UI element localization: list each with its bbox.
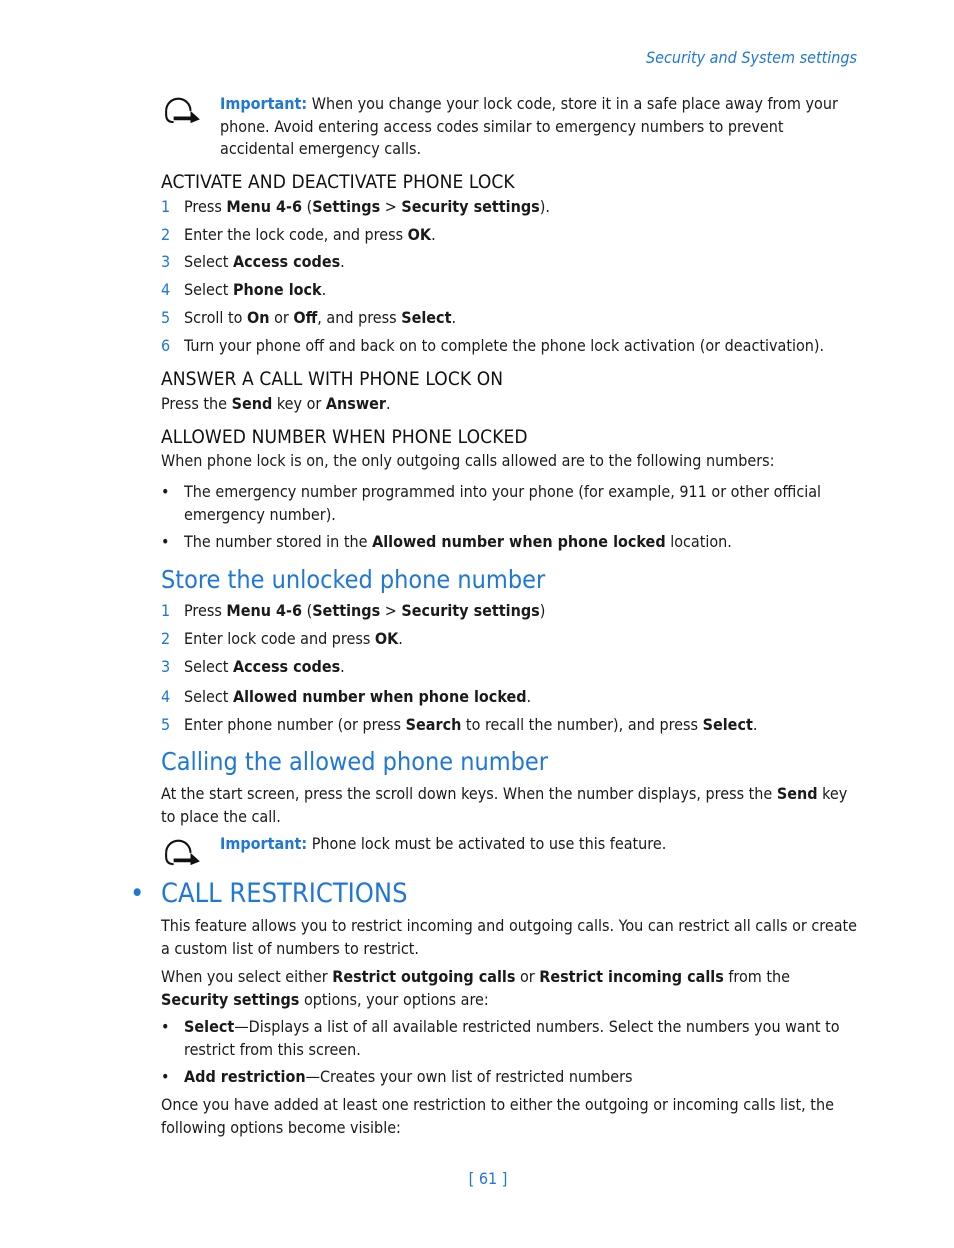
select-label: Select	[702, 715, 753, 734]
body-text: —Creates your own list of restricted numbers	[305, 1067, 633, 1086]
answer-label: Answer	[325, 394, 386, 413]
step-text: .	[431, 225, 436, 244]
step-text: >	[380, 601, 402, 620]
select-label: Select	[184, 1017, 235, 1036]
menu-path: Menu 4-6	[226, 601, 302, 620]
step-text: Enter lock code and press	[184, 629, 375, 648]
step-text: Press	[184, 601, 227, 620]
section-bullet: •	[130, 878, 145, 909]
running-header: Security and System settings	[646, 48, 857, 67]
step-text: to recall the number), and press	[461, 715, 703, 734]
step-number: 5	[161, 308, 171, 327]
important-note	[220, 833, 860, 856]
body-text: The number stored in the	[184, 532, 373, 551]
phone-lock-label: Phone lock	[232, 280, 322, 299]
step-text: or	[269, 308, 294, 327]
body-text: .	[385, 394, 391, 413]
important-note-icon	[161, 94, 205, 124]
body-text: options, your options are:	[299, 989, 489, 1009]
important-note	[220, 93, 860, 161]
step-text: Enter phone number (or press	[184, 715, 406, 734]
list-item	[161, 1016, 854, 1061]
activate-step	[161, 224, 436, 246]
note-text: Phone lock must be activated to use this feature.	[311, 834, 667, 853]
activate-step	[161, 307, 456, 329]
bullet-dot: •	[161, 532, 170, 551]
step-text: )	[539, 601, 546, 620]
step-text: .	[451, 308, 457, 327]
important-label: Important:	[220, 94, 308, 113]
body-text: key or	[272, 394, 326, 413]
bullet-dot: •	[161, 1017, 170, 1036]
step-number: 1	[161, 601, 171, 620]
store-step	[161, 714, 757, 736]
body-text: key to place the call.	[161, 784, 848, 826]
step-text: , and press	[317, 308, 402, 327]
step-number: 5	[161, 715, 171, 734]
on-label: On	[247, 308, 270, 327]
security-settings-label: Security settings	[161, 989, 300, 1009]
activate-step	[161, 335, 824, 357]
menu-path: Menu 4-6	[226, 197, 302, 216]
restrictions-paragraph: Once you have added at least one restriction to either the outgoing or incoming calls list, the following options become visible:	[161, 1095, 834, 1137]
list-item-text: The emergency number programmed into your phone (for example, 911 or other official emergency number).	[184, 482, 822, 524]
step-number: 1	[161, 197, 171, 216]
activate-step	[161, 279, 326, 301]
step-text: .	[398, 629, 403, 648]
send-label: Send	[231, 394, 273, 413]
list-item-text	[184, 1066, 854, 1089]
access-codes-label: Access codes	[232, 657, 341, 676]
step-number: 4	[161, 280, 171, 299]
ok-label: OK	[407, 225, 432, 244]
body-text: from the	[723, 967, 790, 986]
store-heading: Store the unlocked phone number	[161, 565, 546, 594]
restrictions-paragraph: This feature allows you to restrict incoming and outgoing calls. You can restrict all calls or create a custom list of numbers to restrict.	[161, 916, 858, 958]
answer-text	[161, 393, 391, 415]
note-text: When you change your lock code, store it in a safe place away from your phone. Avoid entering access codes similar to emergency numbers to prevent accidental emergency calls.	[220, 94, 838, 158]
allowed-heading: ALLOWED NUMBER WHEN PHONE LOCKED	[161, 426, 528, 448]
list-item	[161, 531, 854, 554]
step-text: Scroll to	[184, 308, 248, 327]
step-number: 2	[161, 629, 171, 648]
step-text: (	[302, 197, 313, 216]
page-number: [ 61 ]	[468, 1169, 508, 1188]
activate-step	[161, 251, 345, 273]
bullet-dot: •	[161, 1067, 170, 1086]
search-label: Search	[405, 715, 462, 734]
step-text: .	[321, 280, 327, 299]
body-text: location.	[665, 532, 732, 551]
important-label: Important:	[220, 834, 308, 853]
allowed-intro: When phone lock is on, the only outgoing calls allowed are to the following numbers:	[161, 451, 775, 470]
list-item	[161, 481, 854, 526]
step-text: (	[302, 601, 313, 620]
restrict-outgoing-label: Restrict outgoing calls	[332, 967, 516, 986]
settings-label: Settings	[312, 601, 381, 620]
step-text: Select	[184, 252, 233, 271]
calling-paragraph	[161, 783, 856, 828]
step-text: .	[340, 657, 345, 676]
step-text: Select	[184, 657, 233, 676]
ok-label: OK	[374, 629, 399, 648]
allowed-number-label: Allowed number when phone locked	[372, 532, 666, 551]
activate-heading: ACTIVATE AND DEACTIVATE PHONE LOCK	[161, 171, 515, 193]
step-text: ).	[539, 197, 550, 216]
step-text: Turn your phone off and back on to complete the phone lock activation (or deactivation).	[184, 336, 825, 355]
step-text: Enter the lock code, and press	[184, 225, 408, 244]
body-text: Press the	[161, 394, 232, 413]
add-restriction-label: Add restriction	[184, 1067, 306, 1086]
step-text: .	[752, 715, 758, 734]
step-number: 4	[161, 687, 171, 706]
send-label: Send	[776, 784, 818, 803]
store-step	[161, 628, 403, 650]
activate-step	[161, 196, 550, 218]
access-codes-label: Access codes	[232, 252, 341, 271]
step-text: >	[380, 197, 402, 216]
answer-heading: ANSWER A CALL WITH PHONE LOCK ON	[161, 368, 504, 390]
off-label: Off	[293, 308, 318, 327]
bullet-dot: •	[161, 482, 170, 501]
settings-label: Settings	[312, 197, 381, 216]
allowed-number-label: Allowed number when phone locked	[232, 687, 527, 706]
step-text: Select	[184, 687, 233, 706]
restrict-incoming-label: Restrict incoming calls	[539, 967, 724, 986]
body-text: At the start screen, press the scroll down keys. When the number displays, press the	[161, 784, 777, 803]
calling-heading: Calling the allowed phone number	[161, 747, 549, 776]
security-settings-label: Security settings	[401, 197, 540, 216]
list-item-text	[184, 1016, 854, 1061]
list-item	[161, 1066, 854, 1089]
step-text: Select	[184, 280, 233, 299]
step-number: 3	[161, 252, 171, 271]
step-text: .	[340, 252, 345, 271]
select-label: Select	[401, 308, 452, 327]
list-item-text	[184, 531, 854, 554]
step-number: 6	[161, 336, 171, 355]
step-number: 3	[161, 657, 171, 676]
restrictions-paragraph	[161, 966, 856, 1011]
body-text: When you select either	[161, 967, 333, 986]
step-text: .	[526, 687, 532, 706]
security-settings-label: Security settings	[401, 601, 540, 620]
store-step	[161, 656, 345, 678]
important-note-icon	[161, 836, 205, 866]
body-text: —Displays a list of all available restricted numbers. Select the numbers you want to restrict from this screen.	[184, 1017, 840, 1059]
step-text: Press	[184, 197, 227, 216]
store-step	[161, 600, 545, 622]
step-number: 2	[161, 225, 171, 244]
store-step	[161, 686, 531, 708]
body-text: or	[515, 967, 540, 986]
restrictions-heading: CALL RESTRICTIONS	[161, 878, 408, 909]
